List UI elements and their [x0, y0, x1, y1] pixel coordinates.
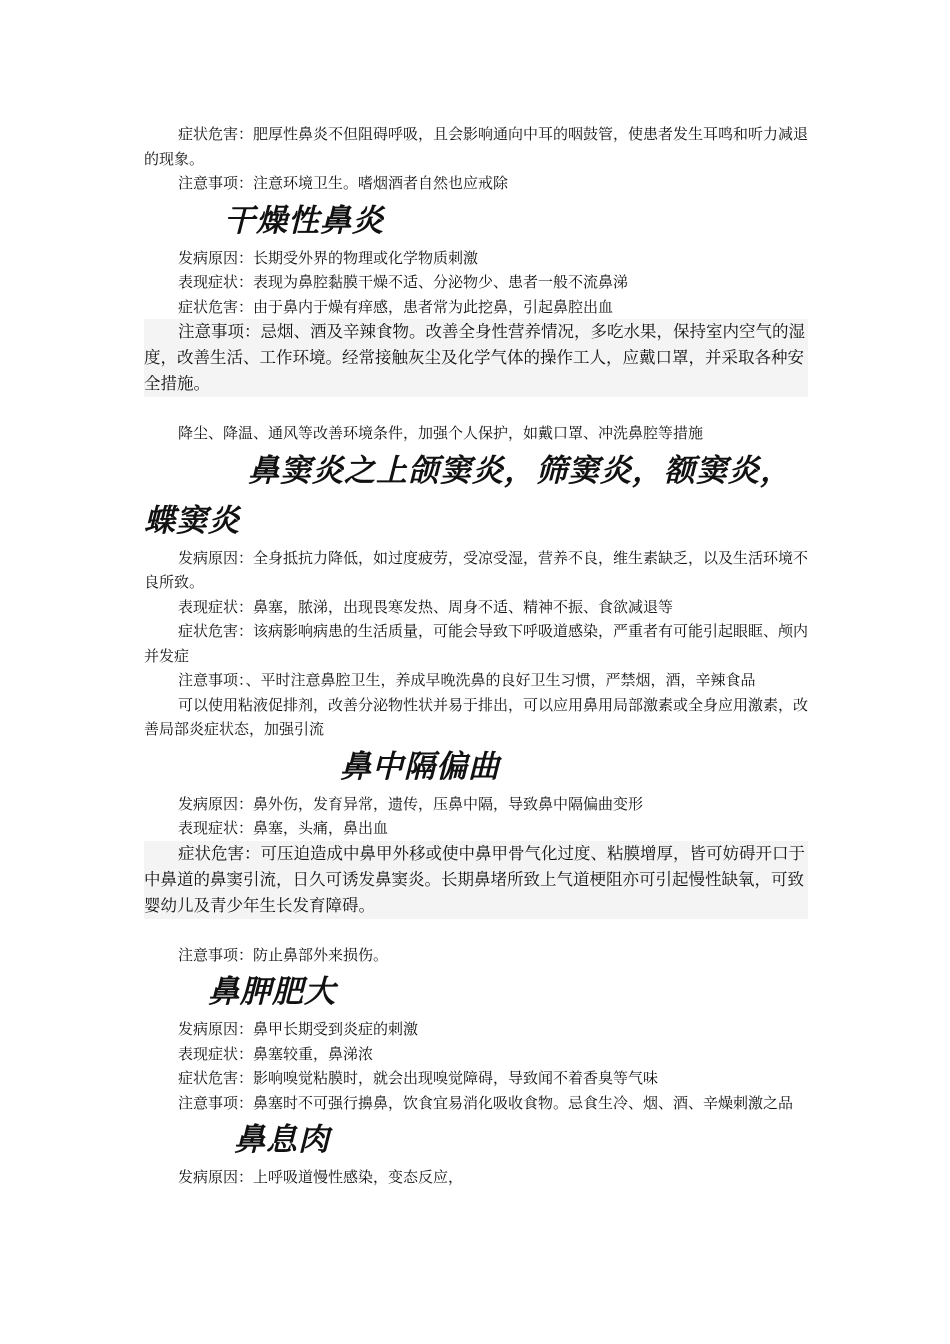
shaded-block — [142, 319, 808, 397]
document-body — [144, 122, 808, 1190]
heading-nasal-polyp: 鼻息肉 — [234, 1122, 330, 1158]
paragraph-cause: 发病原因：全身抵抗力降低，如过度疲劳，受凉受湿，营养不良，维生素缺乏，以及生活环境不良所致。 — [144, 548, 809, 591]
heading-dry-rhinitis: 干燥性鼻炎 — [224, 202, 384, 239]
paragraph-symptom-harm: 症状危害：由于鼻内于燥有痒感，患者常为此挖鼻，引起鼻腔出血 — [178, 297, 614, 316]
shaded-block — [142, 841, 808, 919]
paragraph-symptoms: 表现症状：鼻塞，脓涕，出现畏寒发热、周身不适、精神不振、食欲减退等 — [178, 597, 674, 616]
paragraph-symptom-harm: 症状危害：该病影响病患的生活质量，可能会导致下呼吸道感染，严重者有可能引起眼眶、颅内并发症 — [144, 622, 809, 665]
blank-line — [144, 919, 808, 943]
paragraph-symptoms: 表现症状：鼻塞较重，鼻涕浓 — [178, 1044, 374, 1063]
paragraph-symptom-harm: 症状危害：肥厚性鼻炎不但阻碍呼吸，且会影响通向中耳的咽鼓管，使患者发生耳鸣和听力减退的现象。 — [144, 125, 809, 168]
heading-turbinate-hypertrophy: 鼻胛肥大 — [208, 974, 336, 1010]
paragraph-precautions: 注意事项：鼻塞时不可强行擤鼻，饮食宜易消化吸收食物。忌食生冷、烟、酒、辛燥刺激之品 — [178, 1093, 794, 1112]
paragraph-symptoms: 表现症状：鼻塞，头痛，鼻出血 — [178, 819, 389, 837]
blank-line — [144, 397, 808, 421]
paragraph-cause: 发病原因：鼻甲长期受到炎症的刺激 — [178, 1020, 419, 1038]
paragraph-cause: 发病原因：上呼吸道慢性感染，变态反应， — [178, 1168, 464, 1186]
paragraph-precautions-shaded: 注意事项：忌烟、酒及辛辣食物。改善全身性营养情况，多吃水果，保持室内空气的湿度，改善生活、工作环境。经常接触灰尘及化学气体的操作工人，应戴口罩，并采取各种安全措施。 — [144, 319, 808, 397]
paragraph-symptom-harm: 症状危害：影响嗅觉粘膜时，就会出现嗅觉障碍，导致闻不着香臭等气味 — [178, 1069, 659, 1087]
paragraph-measures: 降尘、降温、通风等改善环境条件，加强个人保护，如戴口罩、冲洗鼻腔等措施 — [178, 424, 704, 442]
paragraph-precautions: 注意事项：注意环境卫生。嗜烟酒者自然也应戒除 — [178, 174, 509, 192]
paragraph-cause: 发病原因：鼻外伤，发育异常，遗传，压鼻中隔，导致鼻中隔偏曲变形 — [178, 794, 644, 813]
paragraph-precautions: 注意事项：、平时注意鼻腔卫生，养成早晚洗鼻的良好卫生习惯，严禁烟，酒，辛辣食品 — [178, 671, 756, 689]
paragraph-symptom-harm-shaded: 症状危害：可压迫造成中鼻甲外移或使中鼻甲骨气化过度、粘膜增厚，皆可妨碍开口于中鼻道的鼻窦引流，日久可诱发鼻窦炎。长期鼻堵所致上气道梗阻亦可引起慢性缺氧，可致婴幼儿及青少年生长发育障碍。 — [144, 841, 808, 919]
heading-sinusitis: 鼻窦炎之上颌窦炎，筛窦炎，额窦炎，蝶窦炎 — [144, 452, 792, 539]
paragraph-precautions: 注意事项：防止鼻部外来损伤。 — [178, 945, 389, 964]
heading-deviated-septum: 鼻中隔偏曲 — [340, 748, 500, 785]
paragraph-cause: 发病原因：长期受外界的物理或化学物质刺激 — [178, 248, 479, 267]
paragraph-treatment: 可以使用粘液促排剂，改善分泌物性状并易于排出，可以应用鼻用局部激素或全身应用激素，改善局部炎症状态，加强引流 — [144, 695, 809, 738]
paragraph-symptoms: 表现症状：表现为鼻腔黏膜干燥不适、分泌物少、患者一般不流鼻涕 — [178, 273, 629, 291]
